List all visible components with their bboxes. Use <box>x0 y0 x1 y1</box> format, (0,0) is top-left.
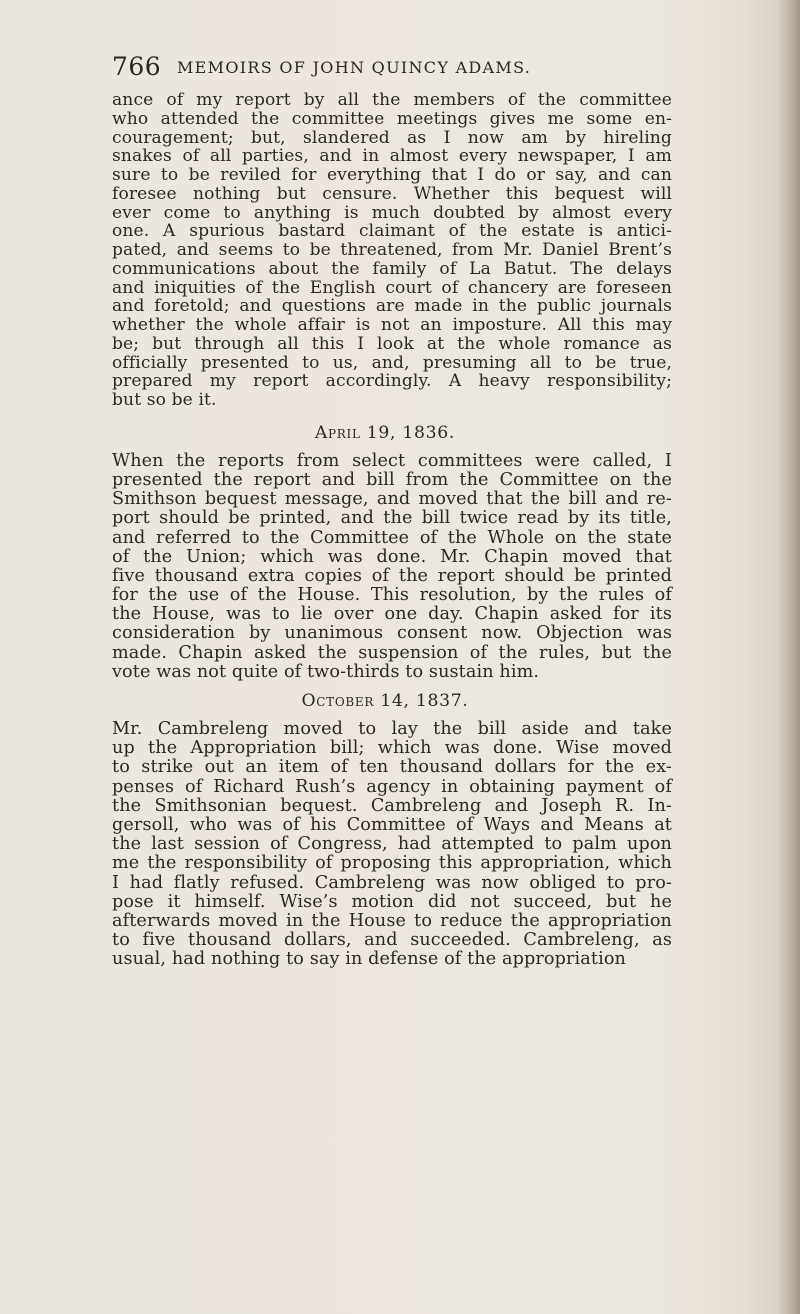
text-line: When the reports from select committees were called, I <box>112 450 672 471</box>
date-heading-april: April 19, 1836. <box>314 422 456 443</box>
text-line: the House, was to lie over one day. Chapin asked for its <box>112 604 672 625</box>
text-line: Smithson bequest message, and moved that the bill and re- <box>112 489 672 510</box>
text-line: pose it himself. Wise’s motion did not succeed, but he <box>112 891 672 912</box>
text-line: the last session of Congress, had attempted to palm upon <box>112 834 672 855</box>
paragraph-2 <box>112 452 672 682</box>
text-line: the Smithsonian bequest. Cambreleng and Joseph R. In- <box>112 795 672 816</box>
text-line: ance of my report by all the members of the committee <box>112 90 672 110</box>
text-line: made. Chapin asked the suspension of the rules, but the <box>112 642 672 663</box>
text-line: officially presented to us, and, presuming all to be true, <box>112 352 672 373</box>
text-line: but so be it. <box>112 390 217 410</box>
text-line: penses of Richard Rush’s agency in obtaining payment of <box>112 776 672 797</box>
text-line: be; but through all this I look at the whole romance as <box>112 333 672 354</box>
text-line: to five thousand dollars, and succeeded. Cambreleng, as <box>112 930 672 951</box>
text-line: consideration by unanimous consent now. Objection was <box>112 623 672 644</box>
text-line: who attended the committee meetings gives me some en- <box>112 108 672 129</box>
text-line: of the Union; which was done. Mr. Chapin moved that <box>112 546 672 567</box>
text-line: ever come to anything is much doubted by almost every <box>112 202 672 223</box>
text-line: gersoll, who was of his Committee of Ways and Means at <box>112 814 672 835</box>
page-number: 766 <box>112 52 162 81</box>
text-line: five thousand extra copies of the report should be printed <box>112 565 672 586</box>
body-text <box>112 91 672 969</box>
text-line: prepared my report accordingly. A heavy responsibility; <box>112 371 672 392</box>
text-line: Mr. Cambreleng moved to lay the bill aside and take <box>112 719 672 739</box>
page-header <box>112 51 682 83</box>
text-line: one. A spurious bastard claimant of the estate is antici- <box>112 221 672 242</box>
text-line: snakes of all parties, and in almost every newspaper, I am <box>112 146 672 167</box>
text-line: for the use of the House. This resolution, by the rules of <box>112 585 672 606</box>
text-line: presented the report and bill from the Committee on the <box>112 469 672 490</box>
text-line: vote was not quite of two-thirds to sustain him. <box>112 661 540 682</box>
text-line: pated, and seems to be threatened, from Mr. Daniel Brent’s <box>112 240 672 260</box>
text-line: couragement; but, slandered as I now am by hireling <box>112 127 672 148</box>
text-line: and iniquities of the English court of chancery are foreseen <box>112 277 672 298</box>
text-line: afterwards moved in the House to reduce the appropriation <box>112 910 672 931</box>
page-edge-shadow <box>778 0 800 1314</box>
text-line: whether the whole affair is not an imposture. All this may <box>112 315 672 335</box>
spacer <box>112 410 672 419</box>
date-heading-october: October 14, 1837. <box>301 691 469 711</box>
text-line: and foretold; and questions are made in the public journals <box>112 296 672 317</box>
text-line: me the responsibility of proposing this appropriation, which <box>112 853 672 874</box>
text-line: port should be printed, and the bill twice read by its title, <box>112 508 672 529</box>
text-line: usual, had nothing to say in defense of the appropriation <box>112 949 626 970</box>
paragraph-1 <box>112 91 672 410</box>
text-line: foresee nothing but censure. Whether this bequest will <box>112 183 672 204</box>
paragraph-3 <box>112 720 672 969</box>
text-line: to strike out an item of ten thousand dollars for the ex- <box>112 757 672 778</box>
running-head: MEMOIRS OF JOHN QUINCY ADAMS. <box>177 58 532 77</box>
text-line: I had flatly refused. Cambreleng was now obliged to pro- <box>112 872 672 893</box>
text-line: communications about the family of La Batut. The delays <box>112 258 672 279</box>
text-line: sure to be reviled for everything that I do or say, and can <box>112 165 672 185</box>
text-line: and referred to the Committee of the Whole on the state <box>112 527 672 548</box>
text-line: up the Appropriation bill; which was done. Wise moved <box>112 738 672 759</box>
